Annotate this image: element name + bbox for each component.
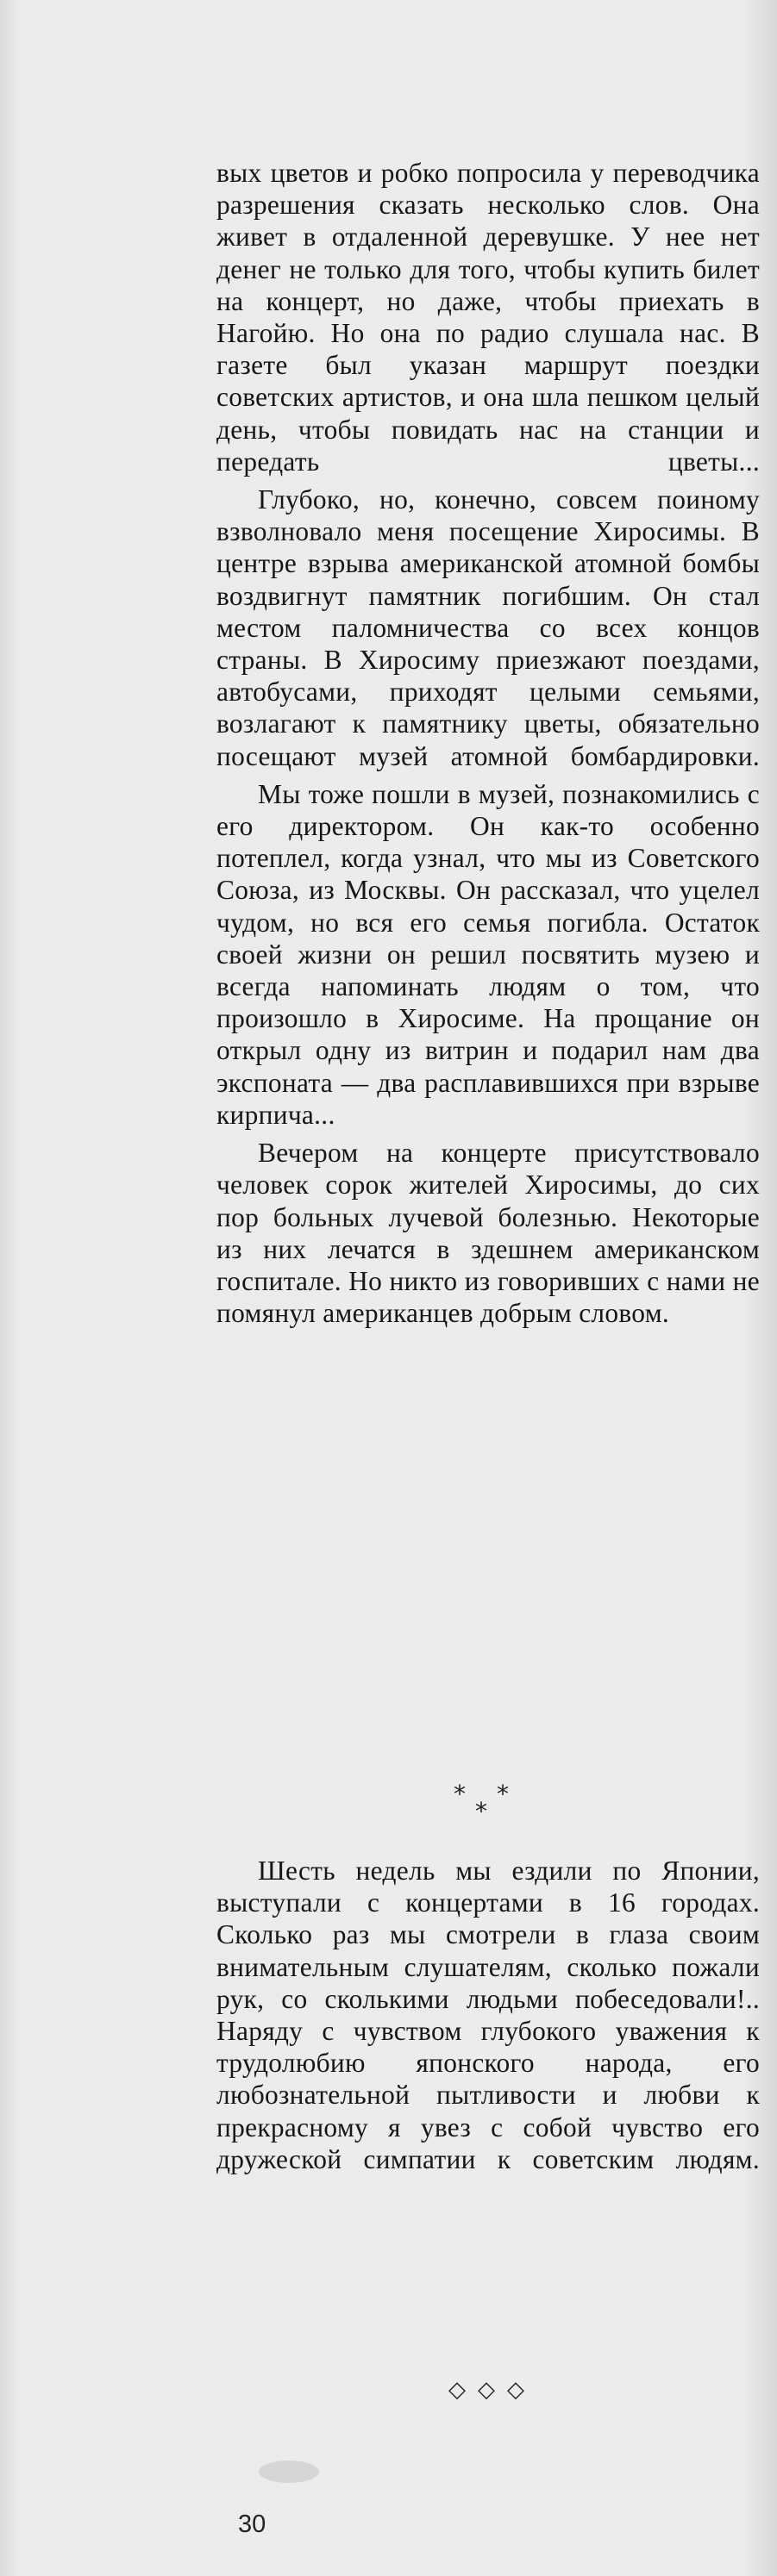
print-smudge — [259, 2461, 319, 2483]
separator-star: * — [475, 1797, 487, 1825]
paragraph-4: Вечером на концерте присутствовало человек сорок жителей Хиросимы, до сих пор больных лучевой болезнью. Некоторые из них лечатся в здешнем американском госпитале. Но никто из говоривших с нами не помянул американцев добрым словом. — [216, 1138, 760, 1329]
closing-section — [216, 1855, 760, 2175]
end-mark: ◇◇◇ — [448, 2377, 536, 2403]
article-column — [216, 157, 760, 1329]
separator-star: * — [454, 1780, 466, 1808]
paragraph-3: Мы тоже пошли в музей, познакомились с его директором. Он как-то особенно потеплел, когда узнал, что мы из Советского Союза, из Москвы. Он рассказал, что уцелел чудом, но вся его семья погибла. Остаток своей жизни он решил посвятить музею и всегда напоминать людям о том, что произошло в Хиросиме. На прощание он открыл одну из витрин и подарил нам два экспоната — два расплавившихся при взрыве кирпича... — [216, 778, 760, 1130]
section-separator — [448, 1780, 535, 1831]
page-number: 30 — [238, 2511, 266, 2538]
paragraph-1: вых цветов и робко попросила у переводчика разрешения сказать несколько слов. Она живет в отдаленной деревушке. У нее нет денег не только для того, чтобы купить билет на концерт, но даже, чтобы приехать в Нагойю. Но она по радио слушала нас. В газете был указан маршрут поездки советских артистов, и она шла пешком целый день, чтобы повидать нас на станции и передать цветы... — [216, 158, 760, 477]
paragraph-2: Глубоко, но, конечно, совсем поиному взволновало меня посещение Хиросимы. В центре взрыва американской атомной бомбы воздвигнут памятник погибшим. Он стал местом паломничества со всех концов страны. В Хиросиму приезжают поездами, автобусами, приходят целыми семьями, возлагают к памятнику цветы, обязательно посещают музей атомной бомбардировки. — [216, 484, 760, 771]
final-paragraph: Шесть недель мы ездили по Японии, выступали с концертами в 16 городах. Сколько раз мы смотрели в глаза своим внимательным слушателям, сколько пожали рук, со сколькими людьми побеседовали!.. Наряду с чувством глубокого уважения к трудолюбию японского народа, его любознательной пытливости и любви к прекрасному я увез с собой чувство его дружеской симпатии к советским людям. — [216, 1856, 760, 2174]
separator-star: * — [497, 1780, 509, 1808]
